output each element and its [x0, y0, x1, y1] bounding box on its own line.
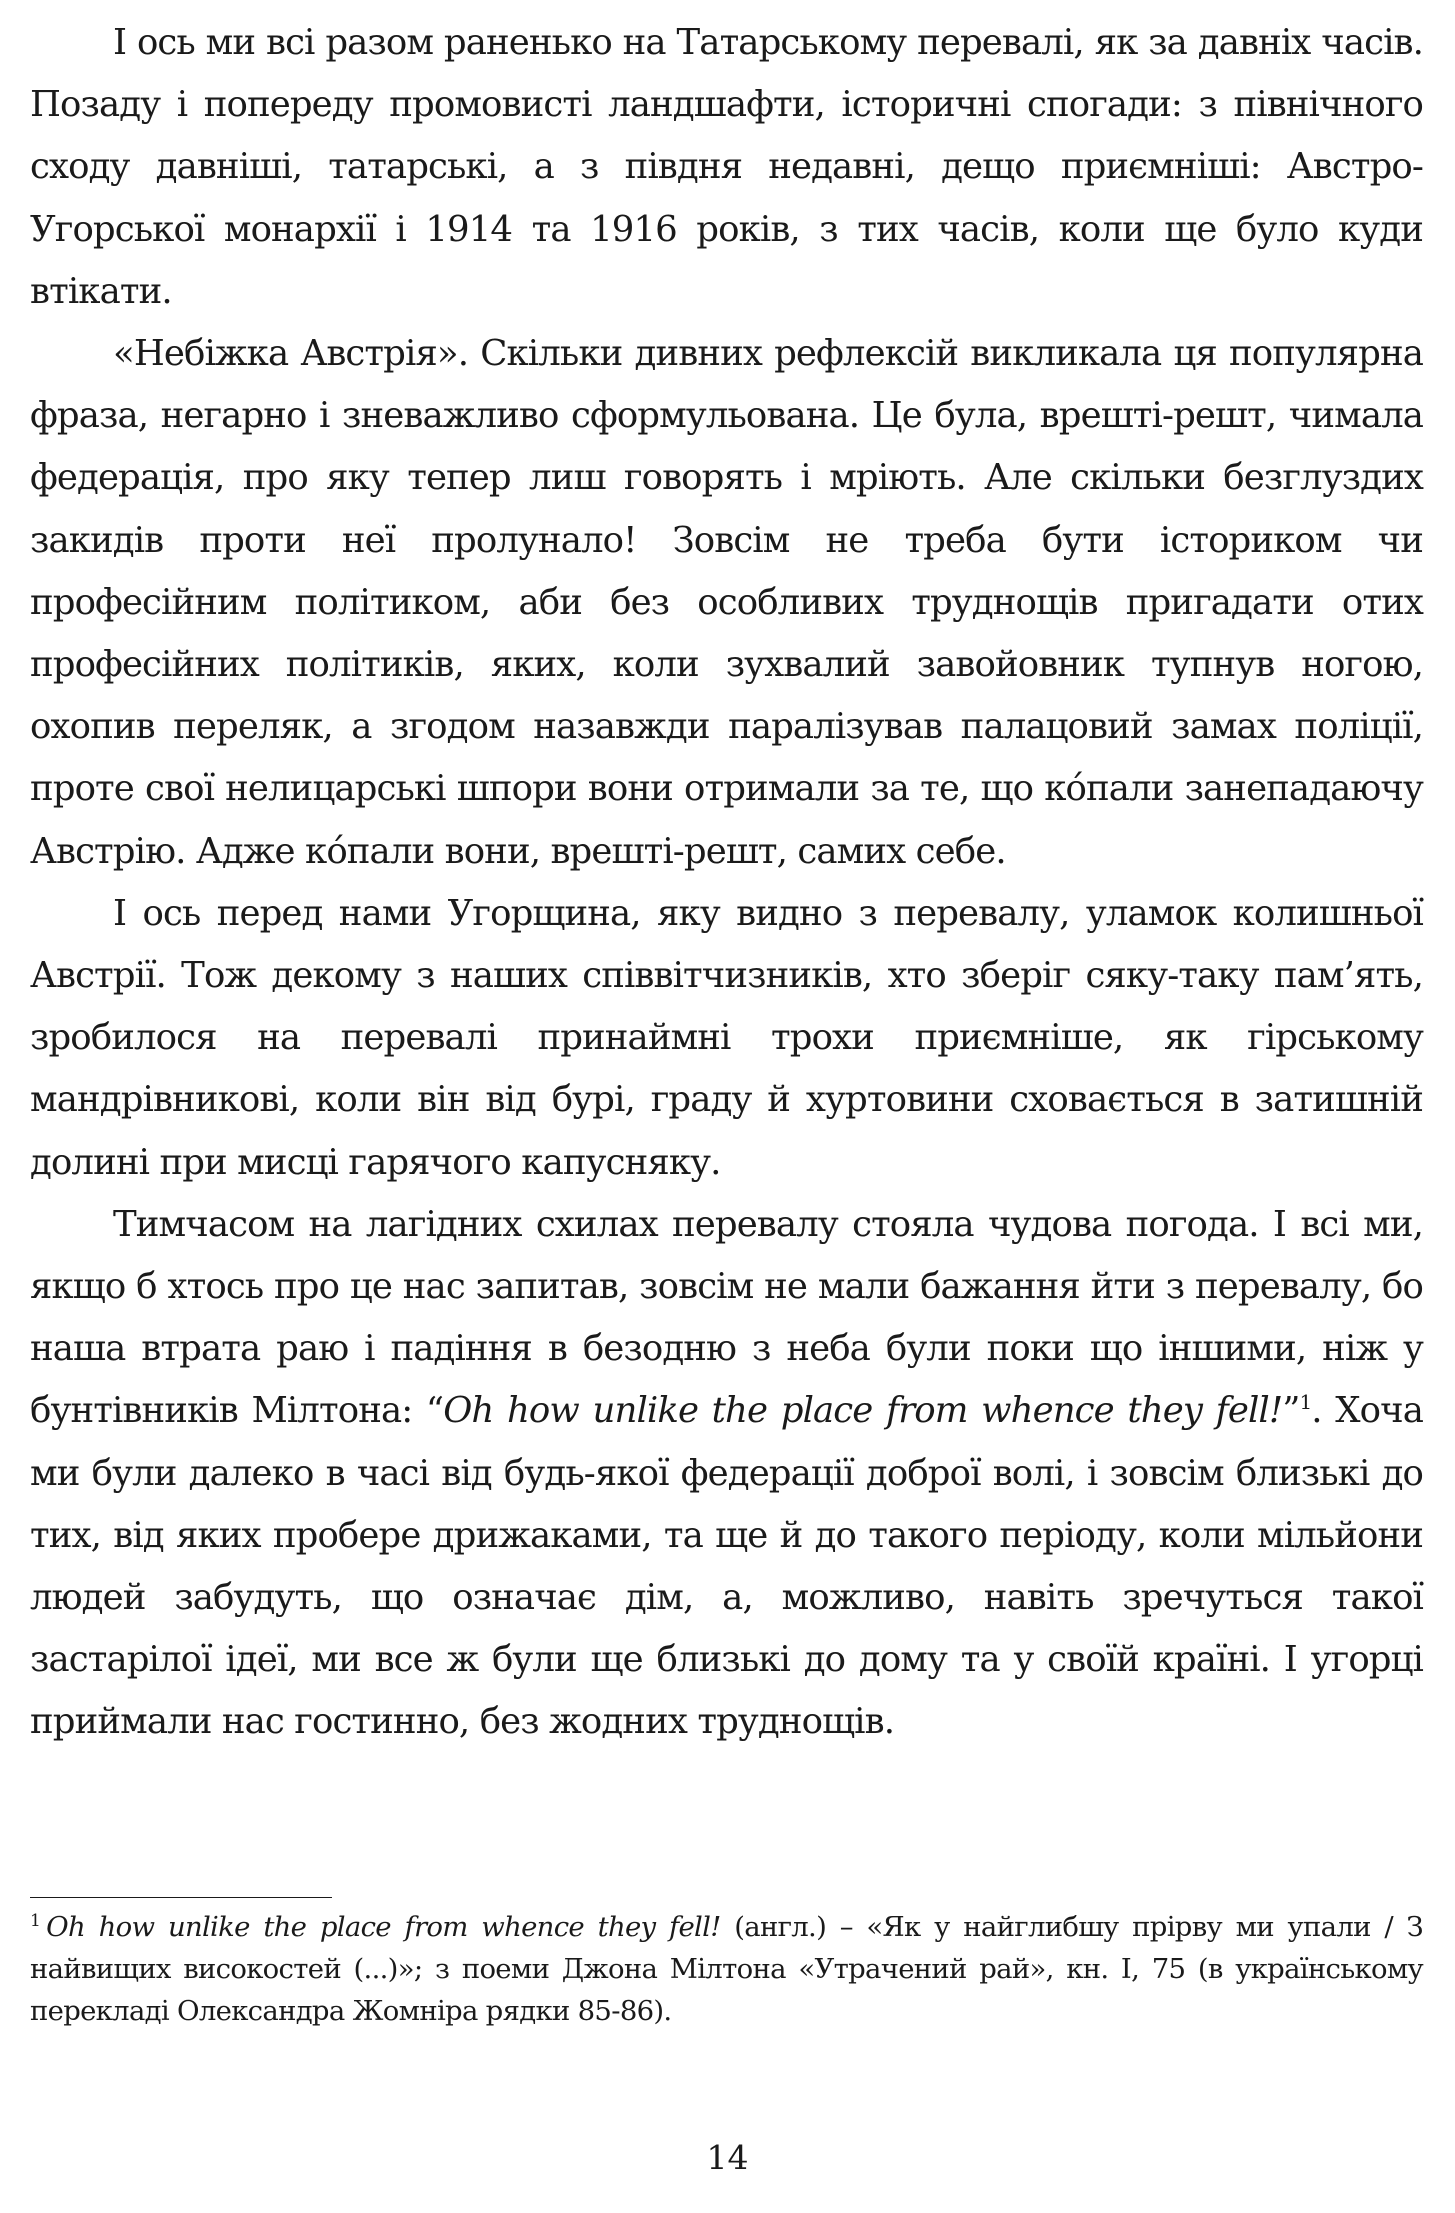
- footnote-marker: 1: [30, 1910, 41, 1931]
- paragraph-2: «Небіжка Австрія». Скільки дивних рефлексій викликала ця популярна фраза, негарно і зневажливо сформульована. Це була, врешті-решт, чимала федерація, про яку тепер лиш говорять і мріють. Але скільки безглуздих закидів проти неї пролунало! Зовсім не треба бути істориком чи професійним політиком, аби без особливих труднощів пригадати отих професійних політиків, яких, коли зухвалий завойовник тупнув ногою, охопив переляк, а згодом назавжди паралізував палацовий замах поліції, проте свої нелицарські шпори вони отримали за те, що ко́пали занепадаючу Австрію. Адже ко́пали вони, врешті-решт, самих себе.: [30, 333, 1423, 872]
- main-text: [30, 12, 1423, 1754]
- paragraph-1: І ось ми всі разом раненько на Татарському перевалі, як за давніх часів. Позаду і попереду промовисті ландшафти, історичні спогади: з північного сходу давніші, татарські, а з півдня недавні, дещо приємніші: Австро-Угорської монархії і 1914 та 1916 років, з тих часів, коли ще було куди втікати.: [30, 22, 1423, 312]
- footnote-quote: Oh how unlike the place from whence they fell!: [46, 1911, 721, 1943]
- paragraph-3: І ось перед нами Угорщина, яку видно з перевалу, уламок колишньої Австрії. Тож декому з наших співвітчизників, хто зберіг сяку-таку пам’ять, зробилося на перевалі принаймні трохи приємніше, як гірському мандрівникові, коли він від бурі, граду й хуртовини сховається в затишній долині при мисці гарячого капусняку.: [30, 892, 1423, 1183]
- paragraph-4-text-end: . Хоча ми були далеко в часі від будь-якої федерації доброї волі, і зовсім близькі до тих, від яких пробере дрижаками, та ще й до такого періоду, коли мільйони людей забудуть, що означає дім, а, можливо, навіть зречуться такої застарілої ідеї, ми все ж були ще близькі до дому та у своїй країні. І угорці приймали нас гостинно, без жодних труднощів.: [30, 1390, 1423, 1743]
- closing-quote-mark: ”: [1282, 1390, 1300, 1432]
- footnote: [30, 1906, 1423, 2032]
- paragraph-4-text-start: Тимчасом на лагідних схилах перевалу стояла чудова погода. І всі ми, якщо б хтось про це нас запитав, зовсім не мали бажання йти з перевалу, бо наша втрата раю і падіння в безодню з неба були поки що іншими, ніж у бунтівників Мілтона: “: [30, 1203, 1423, 1432]
- page-number: 14: [706, 2138, 749, 2177]
- footnote-reference[interactable]: 1: [1299, 1390, 1312, 1415]
- footnote-text: (англ.) – «Як у найглибшу прірву ми упали / З найвищих високостей (...)»; з поеми Джона Мілтона «Утрачений рай», кн. І, 75 (в українському перекладі Олександра Жомніра рядки 85-86).: [30, 1911, 1423, 2027]
- footnote-divider: [30, 1897, 332, 1898]
- milton-quote: Oh how unlike the place from whence they fell!: [443, 1390, 1283, 1432]
- paragraph-4: [30, 1194, 1423, 1754]
